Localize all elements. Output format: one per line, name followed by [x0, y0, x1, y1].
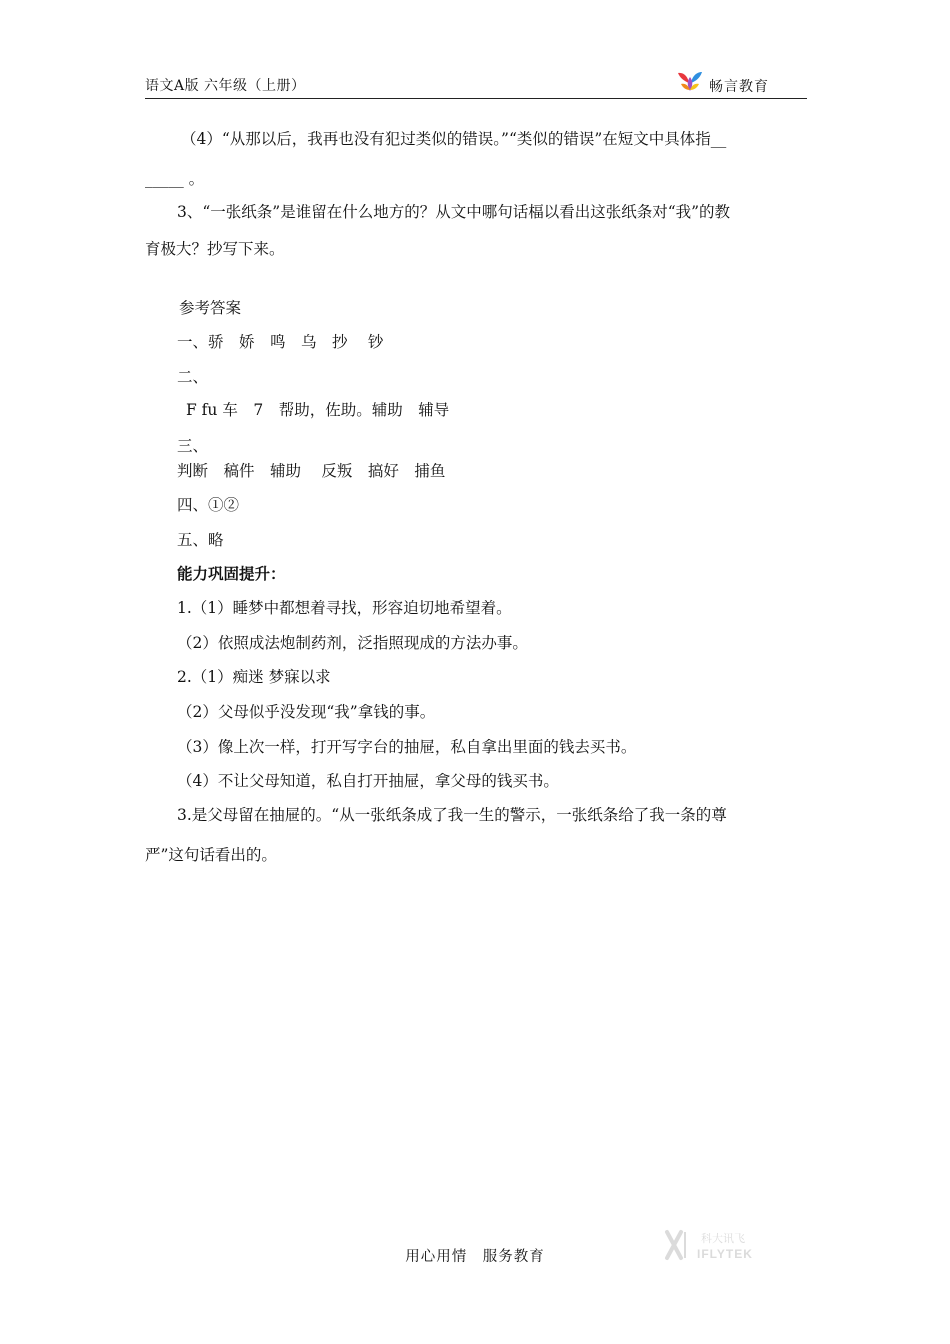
- iflytek-watermark-logo: [663, 1228, 773, 1262]
- ability-2-1: 2.（1）痴迷 梦寐以求: [177, 668, 331, 686]
- watermark-en-text: IFLYTEK: [697, 1247, 753, 1261]
- answer-section-3-content: 判断 稿件 辅助 反叛 搞好 捕鱼: [177, 462, 446, 480]
- header-course-title: 语文A版 六年级（上册）: [145, 78, 306, 94]
- answer-section-2-content: F fu 车 7 帮助，佐助。辅助 辅导: [186, 401, 450, 419]
- question-4-line-1: （4）“从那以后，我再也没有犯过类似的错误。”“类似的错误”在短文中具体指__: [181, 130, 727, 148]
- footer-slogan: 用心用情 服务教育: [405, 1249, 545, 1265]
- ability-2-3: （3）像上次一样，打开写字台的抽屉，私自拿出里面的钱去买书。: [177, 738, 637, 756]
- question-3-line-1: 3、“一张纸条”是谁留在什么地方的？从文中哪句话楅以看出这张纸条对“我”的教: [177, 203, 731, 221]
- ability-1-1: 1.（1）睡梦中都想着寻找，形容迫切地希望着。: [177, 599, 512, 617]
- answer-section-1: 一、骄 娇 鸣 乌 抄 钞: [177, 333, 384, 351]
- answer-section-2-label: 二、: [177, 368, 209, 386]
- ability-1-2: （2）依照成法炮制药剂，泛指照现成的方法办事。: [177, 634, 528, 652]
- answer-section-3-label: 三、: [177, 437, 209, 455]
- ability-2-4: （4）不让父母知道，私自打开抽屉，拿父母的钱买书。: [177, 772, 559, 790]
- ability-2-2: （2）父母似乎没发现“我”拿钱的事。: [177, 703, 436, 721]
- answer-section-4: 四、①②: [177, 496, 240, 514]
- ability-3-line-1: 3.是父母留在抽屉的。“从一张纸条成了我一生的警示，一张纸条给了我一条的尊: [177, 806, 727, 824]
- ability-heading: 能力巩固提升：: [177, 564, 286, 583]
- header-brand-name: 畅言教育: [709, 79, 769, 95]
- answer-section-5: 五、略: [177, 531, 224, 549]
- answer-heading: 参考答案: [179, 299, 242, 317]
- question-4-line-2: _____ 。: [145, 170, 205, 188]
- watermark-cn-text: 科大讯飞: [701, 1233, 745, 1245]
- question-3-line-2: 育极大？抄写下来。: [145, 240, 285, 258]
- ability-3-line-2: 严”这句话看出的。: [145, 846, 277, 864]
